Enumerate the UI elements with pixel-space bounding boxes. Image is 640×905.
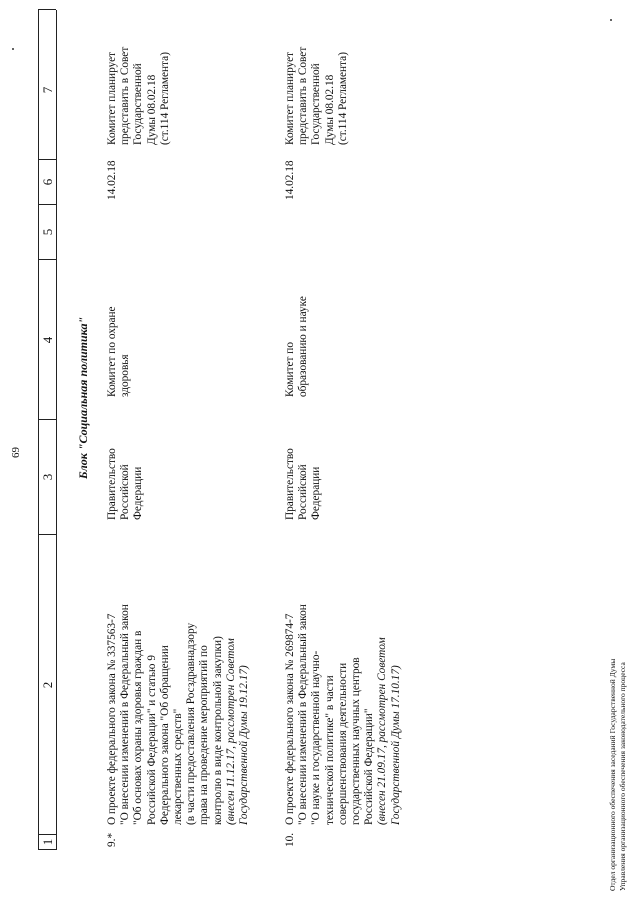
bill-title bbox=[106, 535, 251, 825]
footer-line: Отдел организационного обеспечения заседаний Государственной Думы bbox=[608, 658, 617, 891]
page-number: 69 bbox=[10, 447, 22, 458]
text-line: контролю в виде контрольной закупки) bbox=[211, 636, 224, 825]
committee bbox=[106, 262, 132, 397]
column-number: 7 bbox=[40, 86, 55, 94]
text-line: представить в Совет bbox=[119, 46, 132, 145]
text-line: О проекте федерального закона № 269874-7 bbox=[284, 613, 296, 825]
text-line: Думы 08.02.18 bbox=[145, 74, 158, 145]
scan-speck bbox=[610, 19, 612, 21]
text-line: технической политике" в части bbox=[323, 675, 336, 825]
text-line: (в части предоставления Росздравнадзору bbox=[185, 622, 198, 825]
text-line: Федерального закона "Об обращении bbox=[158, 645, 171, 825]
text-line: (ст.114 Регламента) bbox=[336, 52, 349, 145]
section-title: Блок "Социальная политика" bbox=[76, 316, 90, 479]
footer bbox=[608, 491, 627, 891]
text-line: здоровья bbox=[119, 354, 132, 397]
text-line: государственных научных центров bbox=[350, 657, 363, 825]
text-line: Комитет по охране bbox=[106, 306, 118, 397]
column-number: 6 bbox=[40, 178, 55, 186]
column-number: 5 bbox=[40, 228, 55, 236]
text-line: Федерации bbox=[310, 466, 323, 520]
remark bbox=[106, 5, 172, 145]
row-number: 10. bbox=[284, 832, 296, 847]
initiator bbox=[284, 425, 324, 520]
text-line: Думы 08.02.18 bbox=[323, 74, 336, 145]
header-bottom-line bbox=[56, 10, 57, 850]
column-number: 2 bbox=[40, 681, 55, 689]
date: 14.02.18 bbox=[284, 160, 296, 200]
row-number: 9.* bbox=[106, 832, 118, 847]
text-line: "О науке и государственной научно- bbox=[310, 650, 323, 825]
text-line: совершенствования деятельности bbox=[336, 662, 349, 825]
submission-note: Государственной Думы 17.10.17) bbox=[389, 665, 402, 825]
committee bbox=[284, 262, 310, 397]
text-line: Российской Федерации" и статью 9 bbox=[145, 655, 158, 825]
submission-note: (внесен 11.12.17, рассмотрен Советом bbox=[224, 638, 237, 825]
text-line: Российской bbox=[297, 464, 310, 520]
column-number: 4 bbox=[40, 336, 55, 344]
text-line: лекарственных средств" bbox=[172, 708, 185, 825]
text-line: Федерации bbox=[132, 466, 145, 520]
text-line: Комитет по bbox=[284, 341, 296, 397]
footer-line: Управления организационного обеспечения законодательного процесса bbox=[617, 662, 627, 891]
text-line: Правительство bbox=[106, 448, 118, 520]
text-line: Российской Федерации" bbox=[363, 708, 376, 825]
bill-title bbox=[284, 535, 403, 825]
text-line: Комитет планирует bbox=[284, 51, 296, 145]
text-line: О проекте федерального закона № 337563-7 bbox=[106, 613, 118, 825]
text-line: "Об основах охраны здоровья граждан в bbox=[132, 630, 145, 825]
initiator bbox=[106, 425, 146, 520]
text-line: права на проведение мероприятий по bbox=[198, 645, 211, 825]
submission-note: (внесен 21.09.17, рассмотрен Советом bbox=[376, 637, 389, 825]
text-line: Комитет планирует bbox=[106, 51, 118, 145]
text-line: Государственной bbox=[132, 63, 145, 145]
text-line: "О внесении изменений в Федеральный закон bbox=[297, 604, 310, 825]
text-line: представить в Совет bbox=[297, 46, 310, 145]
column-header-row bbox=[38, 0, 56, 905]
submission-note: Государственной Думы 19.12.17) bbox=[238, 665, 251, 825]
scan-speck bbox=[12, 48, 14, 50]
remark bbox=[284, 5, 350, 145]
text-line: образованию и науке bbox=[297, 296, 310, 397]
date: 14.02.18 bbox=[106, 160, 118, 200]
text-line: Российской bbox=[119, 464, 132, 520]
column-number: 1 bbox=[40, 838, 55, 846]
text-line: "О внесении изменений в Федеральный закон bbox=[119, 604, 132, 825]
text-line: Правительство bbox=[284, 448, 296, 520]
column-number: 3 bbox=[40, 473, 55, 481]
text-line: (ст.114 Регламента) bbox=[158, 52, 171, 145]
text-line: Государственной bbox=[310, 63, 323, 145]
